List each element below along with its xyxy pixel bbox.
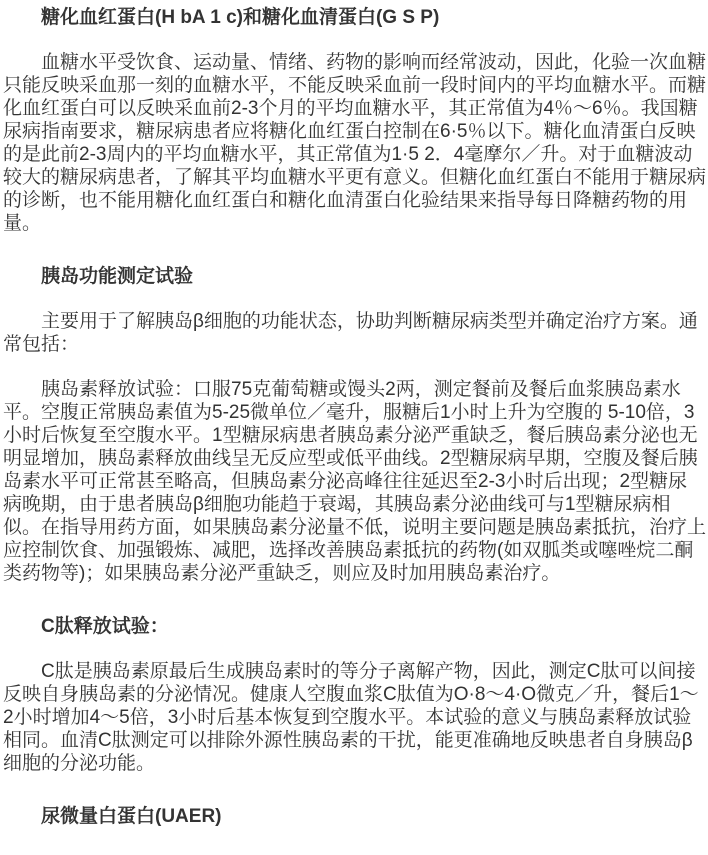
section-heading-7: 尿微量白蛋白(UAER) (41, 806, 222, 827)
section-paragraph-3: 主要用于了解胰岛β细胞的功能状态，协助判断糖尿病类型并确定治疗方案。通常包括： (3, 311, 698, 355)
section-heading-0: 糖化血红蛋白(H bA 1 c)和糖化血清蛋白(G S P) (41, 7, 440, 28)
section-heading-2: 胰岛功能测定试验 (41, 266, 194, 287)
section-heading-5: C肽释放试验： (41, 616, 169, 637)
section-paragraph-6: C肽是胰岛素原最后生成胰岛素时的等分子离解产物，因此，测定C肽可以间接反映自身胰岛素的分泌情况。健康人空腹血浆C肽值为O·8～4·O微克／升，餐后1～2小时增加4～5倍，3小时后基本恢复到空腹水平。本试验的意义与胰岛素释放试验相同。血清C肽测定可以排除外源性胰岛素的干扰，能更准确地反映患者自身胰岛β细胞的分泌功能。 (3, 661, 699, 774)
section-paragraph-1: 血糖水平受饮食、运动量、情绪、药物的影响而经常波动，因此，化验一次血糖只能反映采血那一刻的血糖水平，不能反映采血前一段时间内的平均血糖水平。而糖化血红蛋白可以反映采血前2-3个月的平均血糖水平，其正常值为4％～6％。我国糖尿病指南要求，糖尿病患者应将糖化血红蛋白控制在6·5％以下。糖化血清蛋白反映的是此前2-3周内的平均血糖水平，其正常值为1·5 2．4毫摩尔／升。对于血糖波动较大的糖尿病患者，了解其平均血糖水平更有意义。但糖化血红蛋白不能用于糖尿病的诊断，也不能用糖化血红蛋白和糖化血清蛋白化验结果来指导每日降糖药物的用量。 (3, 52, 707, 234)
section-paragraph-4: 胰岛素释放试验：口服75克葡萄糖或馒头2两，测定餐前及餐后血浆胰岛素水平。空腹正常胰岛素值为5-25微单位／毫升，服糖后1小时上升为空腹的 5-10倍，3小时后恢复至空腹水平。1型糖尿病患者胰岛素分泌严重缺乏，餐后胰岛素分泌也无明显增加，胰岛素释放曲线呈无反应型或低平曲线。2型糖尿病早期，空腹及餐后胰岛素水平可正常甚至略高，但胰岛素分泌高峰往往延迟至2-3小时后出现；2型糖尿病晚期，由于患者胰岛β细胞功能趋于衰竭，其胰岛素分泌曲线可与1型糖尿病相似。在指导用药方面，如果胰岛素分泌量不低，说明主要问题是胰岛素抵抗，治疗上应控制饮食、加强锻炼、减肥，选择改善胰岛素抵抗的药物(如双胍类或噻唑烷二酮类药物等)；如果胰岛素分泌严重缺乏，则应及时加用胰岛素治疗。 (3, 379, 707, 584)
